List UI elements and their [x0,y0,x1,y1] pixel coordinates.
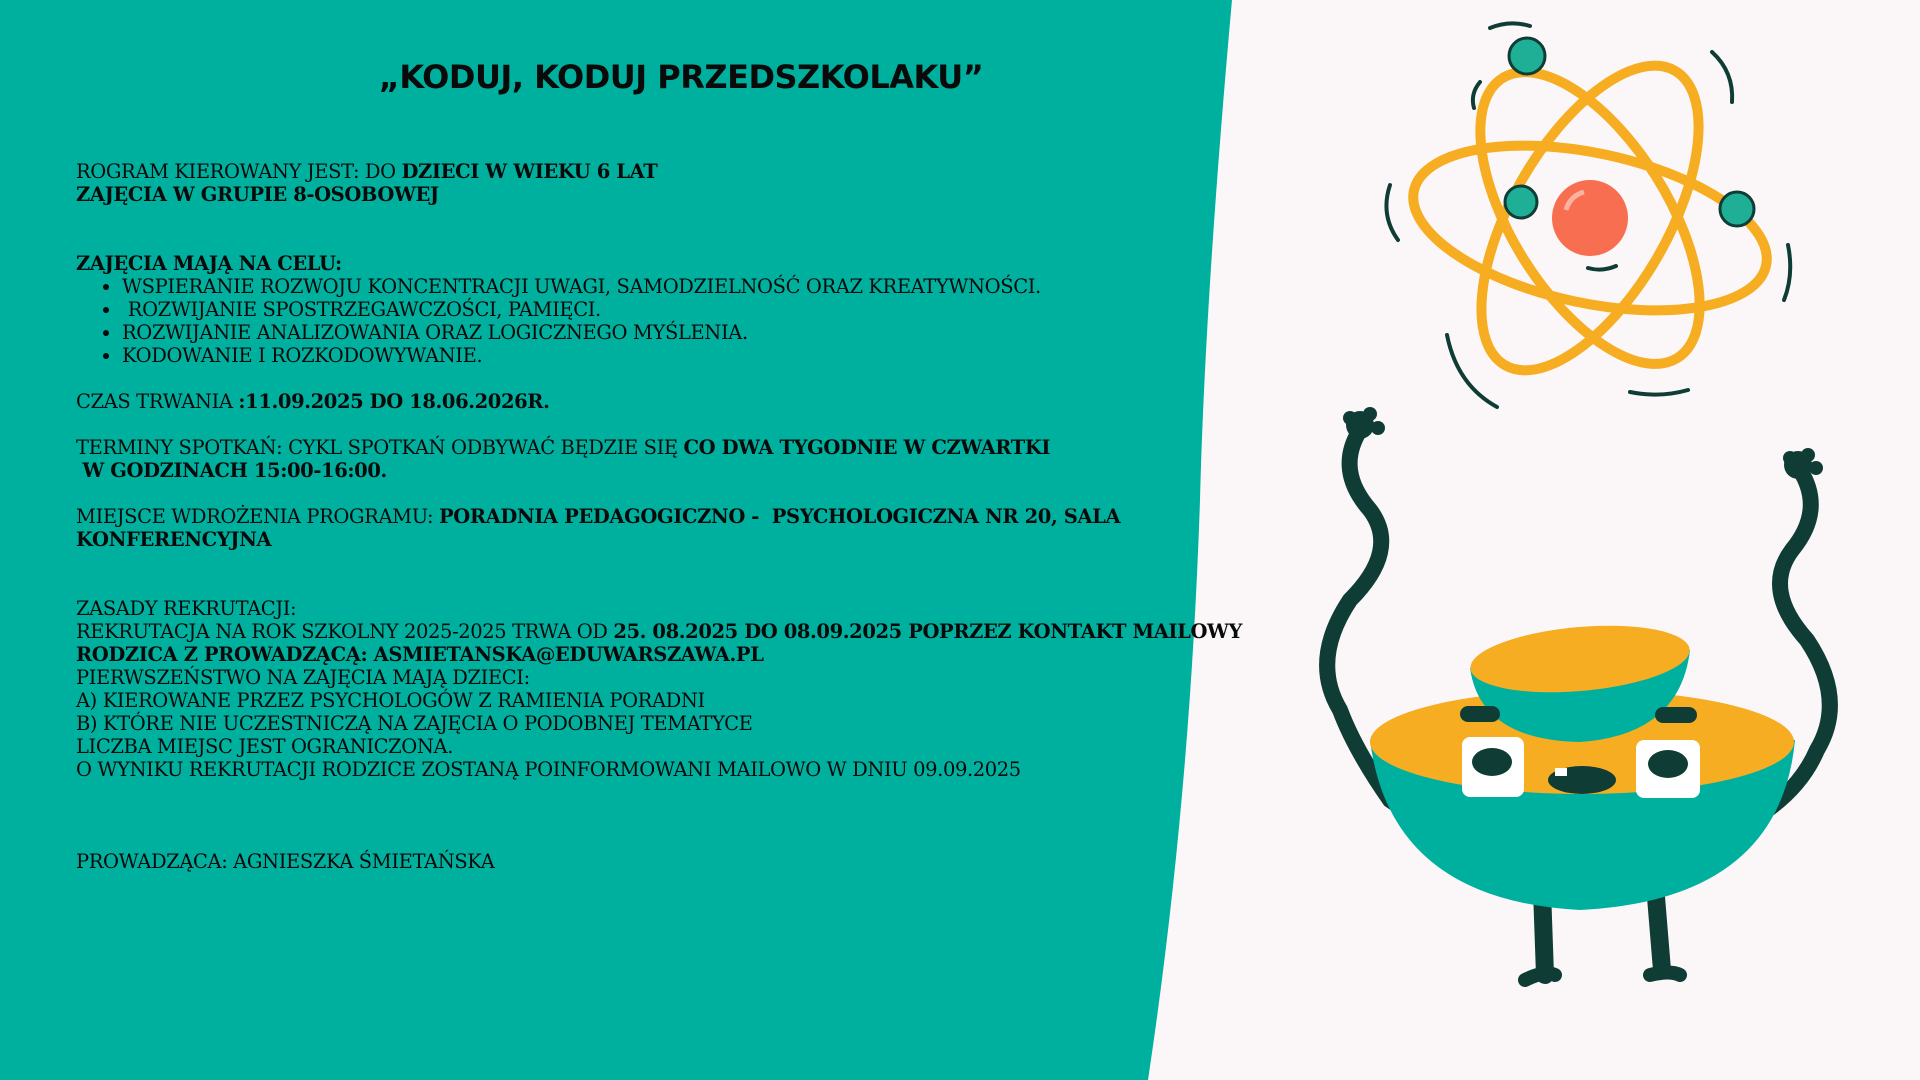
mascot-body [1370,618,1795,910]
page-title: „KODUJ, KODUJ PRZEDSZKOLAKU” [378,58,984,96]
audience-line: ROGRAM KIEROWANY JEST: DO DZIECI W WIEKU 6 LAT [76,160,658,183]
goal-item: • KODOWANIE I ROZKODOWYWANIE. [122,344,1256,367]
location-line-2: KONFERENCYJNA [76,528,272,551]
recruitment-dates-line: REKRUTACJA NA ROK SZKOLNY 2025-2025 TRWA OD 25. 08.2025 DO 08.09.2025 POPRZEZ KONTAKT MAILOWY [76,620,1243,643]
goal-item: • WSPIERANIE ROZWOJU KONCENTRACJI UWAGI, SAMODZIELNOŚĆ ORAZ KREATYWNOŚCI. [122,275,1256,298]
goals-list [76,275,1256,367]
duration-line: CZAS TRWANIA :11.09.2025 DO 18.06.2026R. [76,390,550,413]
recruitment-heading: ZASADY REKRUTACJI: [76,597,297,620]
goal-item: • ROZWIJANIE SPOSTRZEGAWCZOŚCI, PAMIĘCI. [122,298,1256,321]
priority-b: B) KTÓRE NIE UCZESTNICZĄ NA ZAJĘCIA O PODOBNEJ TEMATYCE [76,712,753,735]
priority-a: A) KIEROWANE PRZEZ PSYCHOLOGÓW Z RAMIENIA PORADNI [76,689,705,712]
result-line: O WYNIKU REKRUTACJI RODZICE ZOSTANĄ POINFORMOWANI MAILOWO W DNIU 09.09.2025 [76,758,1021,781]
science-mascot-illustration [1300,0,1920,1080]
instructor-line: PROWADZĄCA: AGNIESZKA ŚMIETAŃSKA [76,850,495,873]
recruitment-contact-line: RODZICA Z PROWADZĄCĄ: ASMIETANSKA@EDUWARSZAWA.PL [76,643,764,666]
goal-item: • ROZWIJANIE ANALIZOWANIA ORAZ LOGICZNEGO MYŚLENIA. [122,321,1256,344]
goals-heading: ZAJĘCIA MAJĄ NA CELU: [76,252,342,275]
program-info [76,160,1256,873]
limit-line: LICZBA MIEJSC JEST OGRANICZONA. [76,735,454,758]
schedule-line: TERMINY SPOTKAŃ: CYKL SPOTKAŃ ODBYWAĆ BĘDZIE SIĘ CO DWA TYGODNIE W CZWARTKI [76,436,1051,459]
group-size-line: ZAJĘCIA W GRUPIE 8-OSOBOWEJ [76,183,439,206]
priority-line: PIERWSZEŃSTWO NA ZAJĘCIA MAJĄ DZIECI: [76,666,530,689]
atom-nucleus [1552,180,1628,256]
location-line: MIEJSCE WDROŻENIA PROGRAMU: PORADNIA PEDAGOGICZNO - PSYCHOLOGICZNA NR 20, SALA [76,505,1121,528]
schedule-hours-line: W GODZINACH 15:00-16:00. [76,459,387,482]
